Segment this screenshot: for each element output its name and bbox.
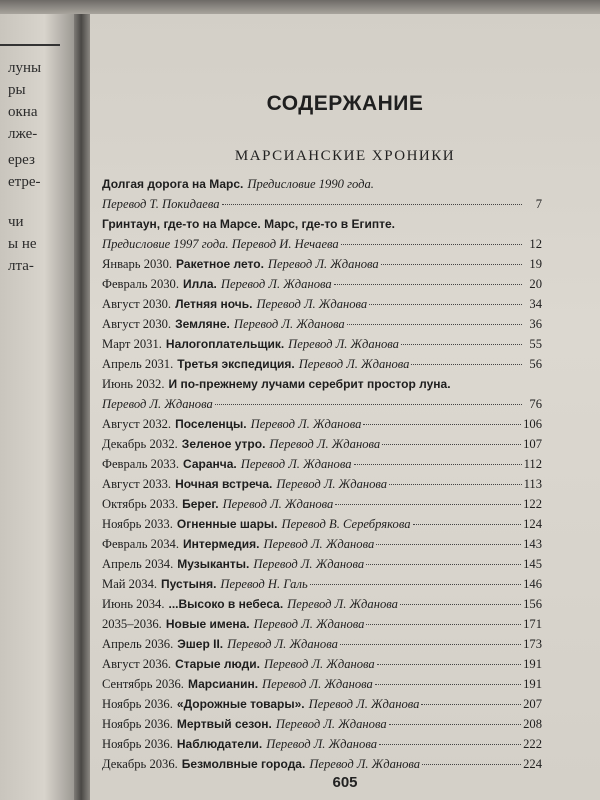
toc-entry [102, 614, 542, 634]
toc-entry [102, 374, 542, 414]
entry-page: 143 [523, 537, 542, 551]
entry-translator: Предисловие 1997 года. Перевод И. Нечаева [102, 237, 339, 251]
dot-leader [375, 683, 521, 685]
dot-leader [400, 603, 521, 605]
entry-title: Третья экспедиция. [177, 357, 295, 371]
toc-entry [102, 274, 542, 294]
entry-date: Декабрь 2032. [102, 437, 178, 451]
dot-leader [421, 703, 521, 705]
entry-page: 222 [523, 737, 542, 751]
dot-leader [222, 203, 522, 205]
toc-entry [102, 254, 542, 274]
dot-leader [379, 743, 521, 745]
entry-translator: Перевод Л. Жданова [253, 617, 365, 631]
dot-leader [341, 243, 522, 245]
toc-entry [102, 174, 542, 214]
entry-page: 36 [529, 317, 542, 331]
entry-page: 173 [523, 637, 542, 651]
toc-entry [102, 634, 542, 654]
left-fragment: окна [8, 104, 38, 120]
entry-translator: Перевод В. Серебрякова [281, 517, 411, 531]
entry-title: Новые имена. [165, 617, 250, 631]
left-page-rule [0, 44, 60, 46]
entry-title: Саранча. [183, 457, 237, 471]
entry-date: Февраль 2033. [102, 457, 179, 471]
left-fragment: ы не [8, 236, 37, 252]
entry-page: 208 [523, 717, 542, 731]
entry-translator: Перевод Л. Жданова [263, 537, 375, 551]
entry-title: Илла. [183, 277, 217, 291]
entry-translator: Перевод Л. Жданова [256, 297, 368, 311]
entry-title: Берег. [182, 497, 219, 511]
entry-page: 113 [523, 477, 542, 491]
toc-entry [102, 354, 542, 374]
entry-date: Декабрь 2036. [102, 757, 178, 771]
entry-date: Ноябрь 2033. [102, 517, 173, 531]
entry-date: Ноябрь 2036. [102, 717, 173, 731]
entry-title: ...Высоко в небеса. [168, 597, 284, 611]
toc-entry [102, 314, 542, 334]
entry-translator: Перевод Л. Жданова [298, 357, 410, 371]
entry-date: Август 2033. [102, 477, 172, 491]
entry-translator: Перевод Л. Жданова [269, 437, 381, 451]
entry-title: Зеленое утро. [181, 437, 266, 451]
table-of-contents [102, 174, 542, 774]
entry-translator: Перевод Л. Жданова [266, 737, 378, 751]
entry-title: И по-прежнему лучами серебрит простор луна. [168, 377, 451, 391]
entry-page: 106 [523, 417, 542, 431]
entry-title: Старые люди. [175, 657, 260, 671]
entry-page: 156 [523, 597, 542, 611]
entry-page: 191 [523, 657, 542, 671]
left-page-edge [0, 14, 74, 800]
entry-date: Август 2030. [102, 317, 172, 331]
left-fragment: етре- [8, 174, 41, 190]
entry-date: Август 2036. [102, 657, 172, 671]
entry-title: Долгая дорога на Марс. [102, 177, 244, 191]
entry-title: Мертвый сезон. [176, 717, 272, 731]
entry-title: Налогоплательщик. [165, 337, 285, 351]
entry-page: 12 [529, 237, 542, 251]
left-fragment: лта- [8, 258, 34, 274]
entry-page: 191 [523, 677, 542, 691]
top-page-edge [0, 0, 600, 14]
dot-leader [369, 303, 522, 305]
toc-page [90, 14, 600, 800]
entry-title: Пустыня. [161, 577, 217, 591]
dot-leader [366, 563, 521, 565]
entry-translator: Перевод Л. Жданова [288, 337, 399, 351]
entry-translator: Перевод Л. Жданова [222, 497, 334, 511]
entry-translator: Перевод Л. Жданова [220, 277, 332, 291]
entry-page: 55 [529, 337, 542, 351]
entry-date: Май 2034. [102, 577, 158, 591]
dot-leader [382, 443, 521, 445]
toc-entry [102, 474, 542, 494]
entry-translator: Перевод Л. Жданова [275, 717, 387, 731]
entry-date: Апрель 2031. [102, 357, 174, 371]
entry-date: 2035–2036. [102, 617, 162, 631]
dot-leader [354, 463, 522, 465]
entry-date: Февраль 2030. [102, 277, 179, 291]
entry-translator: Перевод Л. Жданова [240, 457, 352, 471]
dot-leader [389, 723, 521, 725]
entry-page: 20 [529, 277, 542, 291]
entry-page: 171 [523, 617, 542, 631]
dot-leader [413, 523, 522, 525]
toc-entry [102, 454, 542, 474]
toc-entry [102, 434, 542, 454]
toc-entry [102, 594, 542, 614]
dot-leader [377, 663, 521, 665]
entry-translator: Перевод Л. Жданова [227, 637, 338, 651]
entry-date: Февраль 2034. [102, 537, 179, 551]
entry-translator: Перевод Л. Жданова [263, 657, 375, 671]
entry-translator: Перевод Л. Жданова [253, 557, 365, 571]
toc-entry [102, 214, 542, 254]
toc-entry [102, 714, 542, 734]
toc-entry [102, 694, 542, 714]
entry-title: Ночная встреча. [175, 477, 273, 491]
entry-title: Безмолвные города. [181, 757, 306, 771]
dot-leader [381, 263, 522, 265]
entry-page: 112 [523, 457, 542, 471]
entry-title: Эшер II. [177, 637, 224, 651]
entry-page: 122 [523, 497, 542, 511]
toc-entry [102, 554, 542, 574]
left-fragment: лже- [8, 126, 38, 142]
entry-date: Апрель 2034. [102, 557, 174, 571]
entry-page: 19 [529, 257, 542, 271]
entry-title: Огненные шары. [176, 517, 278, 531]
entry-title: «Дорожные товары». [176, 697, 305, 711]
dot-leader [389, 483, 521, 485]
entry-page: 7 [535, 197, 542, 211]
entry-translator: Перевод Л. Жданова [276, 477, 388, 491]
entry-page: 207 [523, 697, 542, 711]
entry-date: Ноябрь 2036. [102, 737, 173, 751]
entry-date: Апрель 2036. [102, 637, 174, 651]
toc-entry [102, 294, 542, 314]
entry-title: Марсианин. [187, 677, 259, 691]
toc-entry [102, 334, 542, 354]
entry-page: 56 [529, 357, 542, 371]
entry-title: Интермедия. [183, 537, 260, 551]
entry-page: 145 [523, 557, 542, 571]
entry-title: Музыканты. [177, 557, 250, 571]
entry-page: 224 [523, 757, 542, 771]
entry-page: 34 [529, 297, 542, 311]
dot-leader [422, 763, 521, 765]
entry-translator: Перевод Т. Покидаева [102, 197, 220, 211]
entry-page: 146 [523, 577, 542, 591]
entry-title: Наблюдатели. [176, 737, 263, 751]
entry-translator: Перевод Л. Жданова [250, 417, 362, 431]
entry-date: Январь 2030. [102, 257, 173, 271]
entry-translator: Перевод Н. Галь [220, 577, 308, 591]
toc-entry [102, 654, 542, 674]
toc-entry [102, 534, 542, 554]
entry-translator: Перевод Л. Жданова [287, 597, 398, 611]
page-title: СОДЕРЖАНИЕ [266, 92, 424, 115]
left-fragment: чи [8, 214, 24, 230]
entry-date: Август 2032. [102, 417, 172, 431]
entry-date: Август 2030. [102, 297, 172, 311]
toc-entry [102, 674, 542, 694]
entry-translator: Перевод Л. Жданова [262, 677, 373, 691]
toc-entry [102, 574, 542, 594]
page-number: 605 [332, 774, 358, 791]
dot-leader [363, 423, 521, 425]
left-fragment: луны [8, 60, 42, 76]
entry-title: Летняя ночь. [175, 297, 253, 311]
entry-title: Земляне. [175, 317, 230, 331]
toc-entry [102, 494, 542, 514]
dot-leader [215, 403, 522, 405]
dot-leader [411, 363, 522, 365]
entry-page: 124 [523, 517, 542, 531]
left-fragment: ерез [8, 152, 35, 168]
toc-entry [102, 754, 542, 774]
entry-date: Июнь 2034. [102, 597, 165, 611]
entry-translator: Перевод Л. Жданова [233, 317, 345, 331]
left-fragment: ры [8, 82, 26, 98]
dot-leader [401, 343, 522, 345]
entry-date: Июнь 2032. [102, 377, 165, 391]
dot-leader [347, 323, 522, 325]
entry-date: Ноябрь 2036. [102, 697, 173, 711]
entry-title: Гринтаун, где-то на Марсе. Марс, где-то в Египте. [102, 217, 395, 231]
dot-leader [334, 283, 522, 285]
dot-leader [310, 583, 521, 585]
entry-translator: Предисловие 1990 года. [247, 177, 374, 191]
entry-translator: Перевод Л. Жданова [267, 257, 379, 271]
section-title: МАРСИАНСКИЕ ХРОНИКИ [234, 148, 456, 164]
toc-entry [102, 734, 542, 754]
entry-title: Поселенцы. [175, 417, 247, 431]
dot-leader [340, 643, 521, 645]
toc-entry [102, 414, 542, 434]
entry-translator: Перевод Л. Жданова [102, 397, 213, 411]
book-gutter [74, 14, 90, 800]
dot-leader [366, 623, 521, 625]
entry-translator: Перевод Л. Жданова [309, 757, 421, 771]
toc-entry [102, 514, 542, 534]
entry-page: 107 [523, 437, 542, 451]
entry-date: Март 2031. [102, 337, 162, 351]
entry-translator: Перевод Л. Жданова [308, 697, 420, 711]
entry-date: Сентябрь 2036. [102, 677, 184, 691]
entry-page: 76 [529, 397, 542, 411]
entry-date: Октябрь 2033. [102, 497, 179, 511]
dot-leader [376, 543, 521, 545]
dot-leader [335, 503, 521, 505]
entry-title: Ракетное лето. [176, 257, 264, 271]
